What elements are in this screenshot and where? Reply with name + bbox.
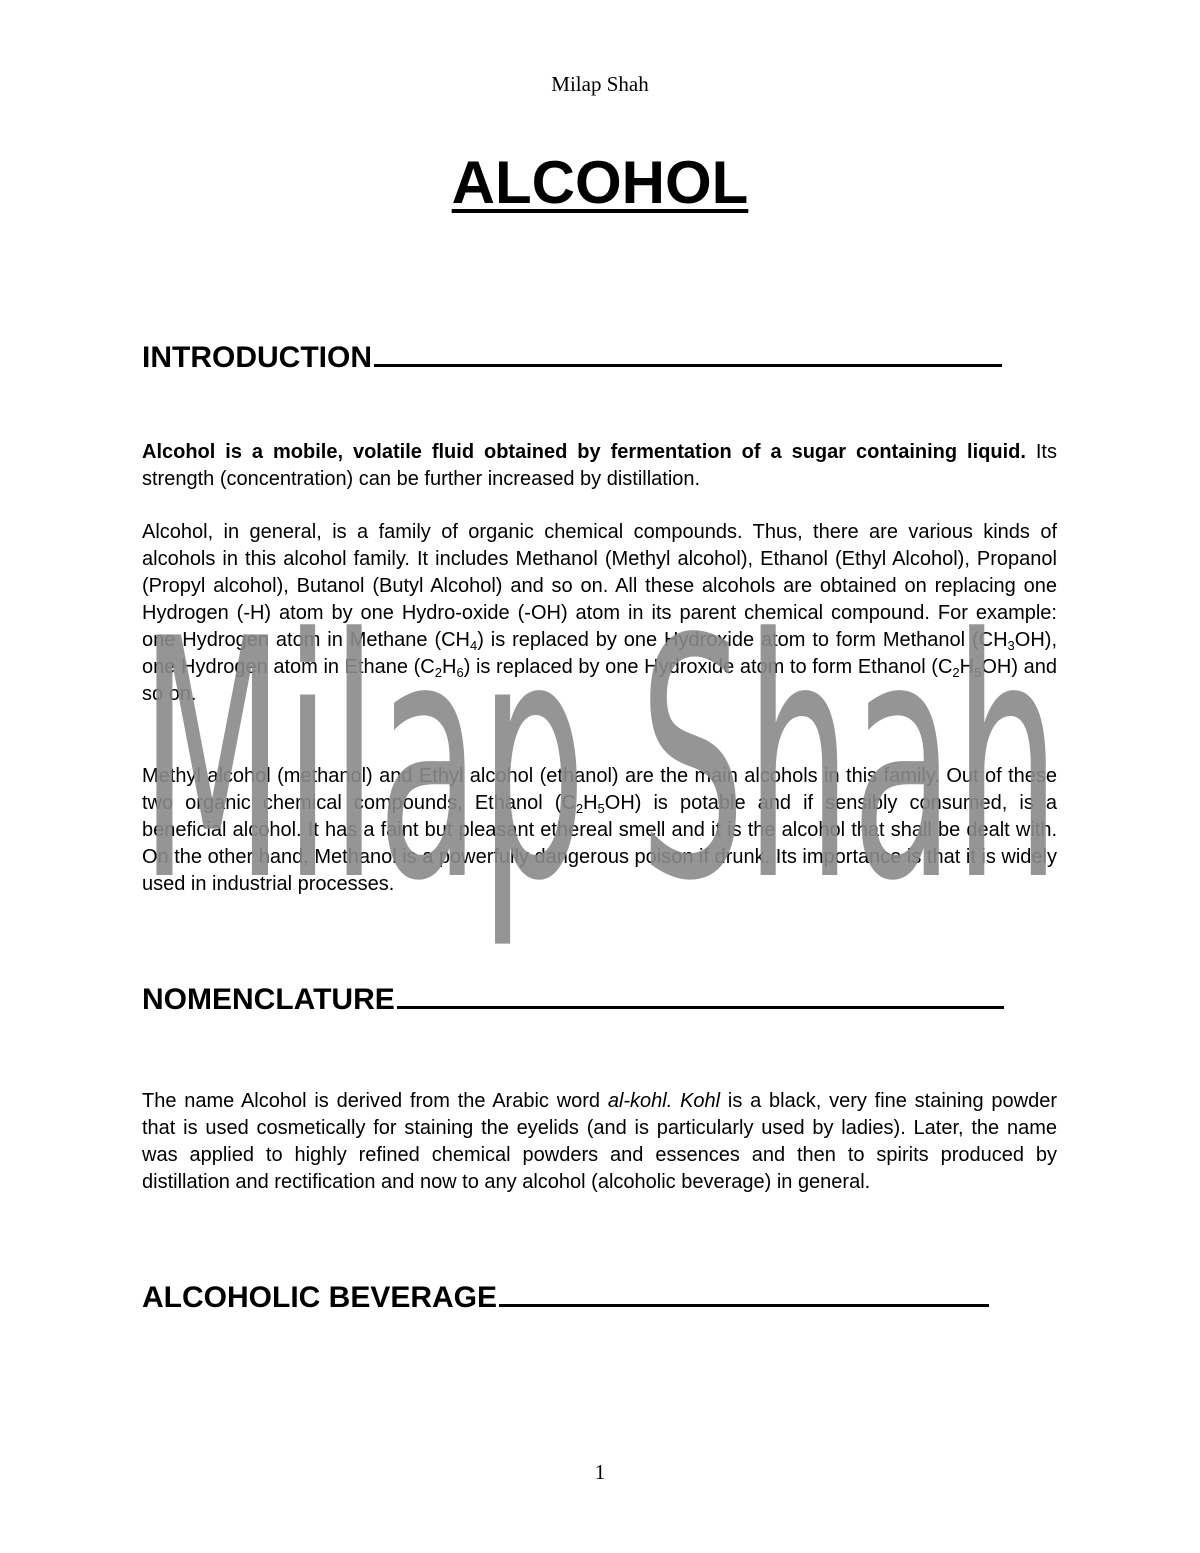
page-header-author: Milap Shah [551, 72, 649, 96]
subscript: 6 [456, 665, 464, 680]
section-heading-text: ALCOHOLIC BEVERAGE [142, 1281, 498, 1314]
text-run: is a black, very fine staining powder that is used cosmetically for staining the eyelids (and is particularly used by ladies). Later, the name was applied to highly refined chemical powders and essences and then to spirits produced by distillation and rectification and now to any alcohol (alcoholic beverage) in general. [142, 1090, 1057, 1193]
nomenclature-paragraph [142, 1088, 1057, 1196]
subscript: 4 [470, 638, 478, 653]
subscript: 5 [597, 801, 605, 816]
heading-rule [499, 1304, 989, 1307]
intro-definition-rest: Its strength (concentration) can be further increased by distillation. [142, 441, 1057, 490]
heading-rule [397, 1006, 1004, 1009]
section-heading-beverage [142, 1280, 1047, 1316]
intro-paragraph-1 [142, 439, 1057, 493]
text-run: Alcohol, in general, is a family of organic chemical compounds. Thus, there are various kinds of alcohols in this alcohol family. It includes Methanol (Methyl alcohol), Ethanol (Ethyl Alcohol), Propanol (Propyl alcohol), Butanol (Butyl Alcohol) and so on. All these alcohols are obtained on replacing one Hydrogen (-H) atom by one Hydro-oxide (-OH) atom in its parent chemical compound. For example: one Hydrogen atom in Methane (CH [142, 521, 1057, 651]
italic-term: al-kohl. Kohl [607, 1090, 721, 1112]
text-run: OH) is potable and if sensibly consumed, is a beneficial alcohol. It has a faint but pleasant ethereal smell and it is the alcohol that shall be dealt with. On the other hand, Methanol is a powerfully dangerous poison if drunk. Its importance is that it is widely used in industrial processes. [142, 792, 1057, 895]
subscript: 5 [974, 665, 982, 680]
text-run: ) is replaced by one Hydroxide atom to form Methanol (CH [477, 629, 1008, 651]
page-number: 1 [594, 1460, 606, 1484]
subscript: 2 [575, 801, 584, 816]
text-run: OH) and so on. [142, 656, 1058, 705]
text-run: Methyl alcohol (methanol) and Ethyl alcohol (ethanol) are the main alcohols in this family. Out of these two organic chemical compounds, Ethanol (C [142, 765, 1057, 814]
watermark-text: Milap Shah [140, 569, 1060, 953]
document-title: ALCOHOL [451, 149, 749, 216]
subscript: 3 [1007, 638, 1015, 653]
subscript: 2 [952, 665, 960, 680]
section-heading-introduction [142, 340, 1047, 376]
heading-rule [374, 364, 1002, 367]
intro-paragraph-2 [142, 519, 1057, 708]
text-run: H [959, 656, 975, 678]
text-run: H [583, 792, 598, 814]
section-heading-text: INTRODUCTION [142, 341, 372, 374]
text-run: ) is replaced by one Hydroxide atom to form Ethanol (C [463, 656, 953, 678]
section-heading-nomenclature [142, 982, 1047, 1018]
text-run: The name Alcohol is derived from the Arabic word [142, 1090, 608, 1112]
subscript: 2 [434, 665, 442, 680]
text-run: H [442, 656, 457, 678]
intro-definition-bold: Alcohol is a mobile, volatile fluid obtained by fermentation of a sugar containing liquid. [142, 441, 1026, 463]
text-run: OH), one Hydrogen atom in Ethane (C [142, 629, 1057, 678]
section-heading-text: NOMENCLATURE [142, 983, 395, 1016]
intro-paragraph-3 [142, 763, 1057, 898]
